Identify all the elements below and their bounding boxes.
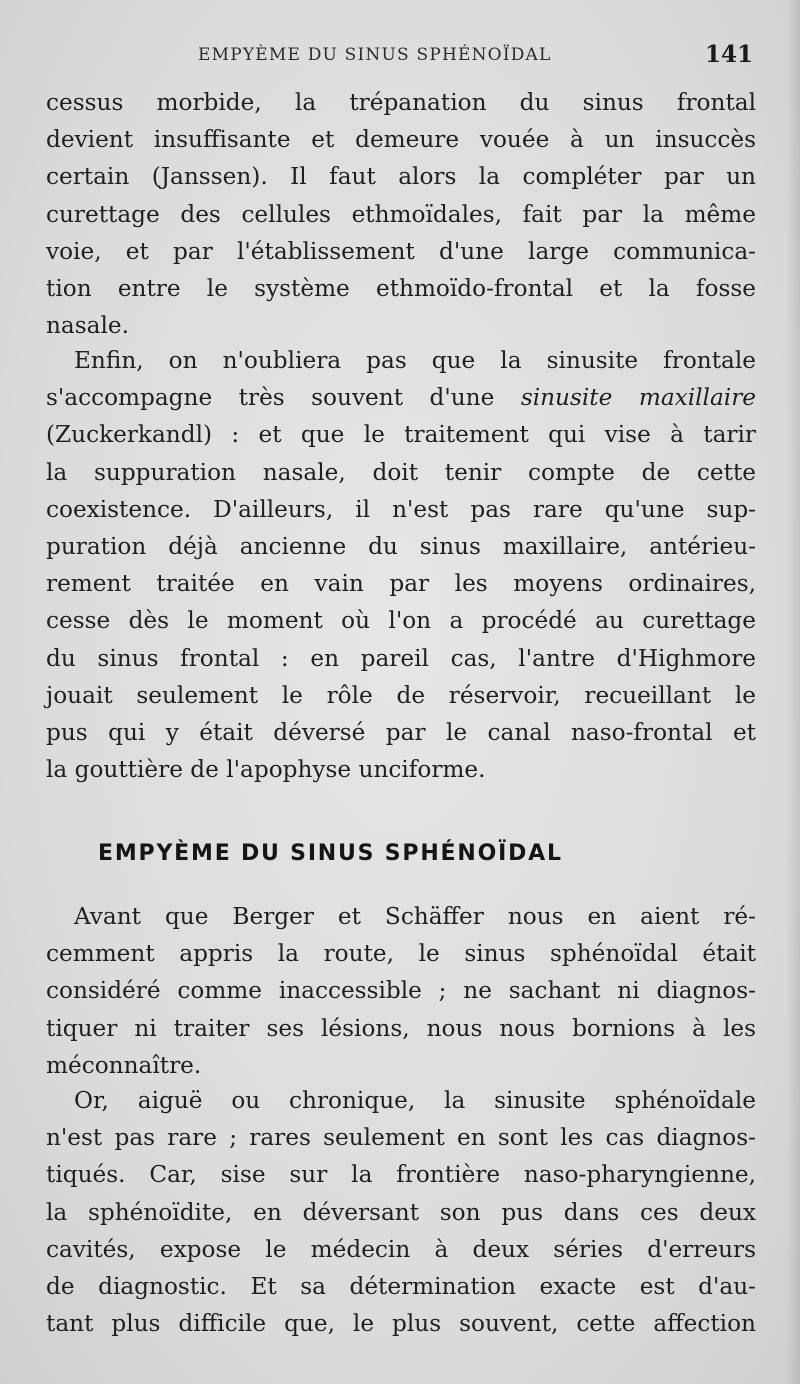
text-line: cessus morbide, la trépanation du sinus frontal (46, 89, 756, 116)
text-line: méconnaître. (46, 1051, 202, 1079)
text-line: tant plus difficile que, le plus souvent, cette affection (46, 1310, 756, 1338)
italic-term: sinusite maxillaire (520, 384, 757, 412)
paragraph-or-aigue (46, 1082, 756, 1342)
text-line: de diagnostic. Et sa détermination exacte est d'au- (46, 1272, 756, 1300)
text-line: coexistence. D'ailleurs, il n'est pas rare qu'une sup- (46, 495, 756, 523)
text-line: Or, aiguë ou chronique, la sinusite sphénoïdale (74, 1087, 756, 1114)
text-line: tiquer ni traiter ses lésions, nous nous bornions à les (46, 1014, 756, 1042)
text-line: cemment appris la route, le sinus sphénoïdal était (46, 940, 756, 968)
text-line: nasale. (46, 312, 129, 340)
page-edge-shadow (786, 0, 800, 1384)
text-line: rement traitée en vain par les moyens ordinaires, (46, 570, 756, 598)
text-line: la gouttière de l'apophyse unciforme. (46, 756, 486, 784)
text-line: tiqués. Car, sise sur la frontière naso-pharyngienne, (46, 1161, 756, 1189)
text-line: voie, et par l'établissement d'une large communica- (46, 237, 756, 265)
text-line-start: s'accompagne très souvent d'une (46, 384, 495, 412)
paragraph-avant-que (46, 898, 756, 1084)
page-number: 141 (705, 41, 754, 68)
text-line: la sphénoïdite, en déversant son pus dans ces deux (46, 1198, 756, 1226)
text-line: Enfin, on n'oubliera pas que la sinusite frontale (74, 347, 756, 374)
text-line: cesse dès le moment où l'on a procédé au curettage (46, 607, 756, 635)
text-line: pus qui y était déversé par le canal naso-frontal et (46, 718, 756, 746)
text-line: n'est pas rare ; rares seulement en sont les cas diagnos- (46, 1124, 756, 1152)
text-line: jouait seulement le rôle de réservoir, recueillant le (46, 681, 756, 709)
text-line: considéré comme inaccessible ; ne sachant ni diagnos- (46, 977, 756, 1005)
text-line: devient insuffisante et demeure vouée à un insuccès (46, 126, 756, 154)
text-line: puration déjà ancienne du sinus maxillaire, antérieu- (46, 532, 756, 560)
text-line: (Zuckerkandl) : et que le traitement qui vise à tarir (46, 421, 756, 449)
text-line: tion entre le système ethmoïdo-frontal et la fosse (46, 274, 756, 302)
text-line-with-italic (46, 379, 756, 416)
running-head-title: EMPYÈME DU SINUS SPHÉNOÏDAL (198, 45, 552, 65)
text-line: la suppuration nasale, doit tenir compte de cette (46, 458, 756, 486)
text-line: Avant que Berger et Schäffer nous en aient ré- (74, 903, 756, 930)
text-line: du sinus frontal : en pareil cas, l'antre d'Highmore (46, 644, 756, 672)
running-head (0, 40, 800, 70)
paragraph-continuation (46, 84, 756, 344)
section-heading: EMPYÈME DU SINUS SPHÉNOÏDAL (98, 841, 563, 866)
text-line: cavités, expose le médecin à deux séries d'erreurs (46, 1235, 756, 1263)
text-line: curettage des cellules ethmoïdales, fait par la même (46, 200, 756, 228)
paragraph-sinusite-frontale (46, 342, 756, 788)
text-line: certain (Janssen). Il faut alors la compléter par un (46, 163, 756, 191)
